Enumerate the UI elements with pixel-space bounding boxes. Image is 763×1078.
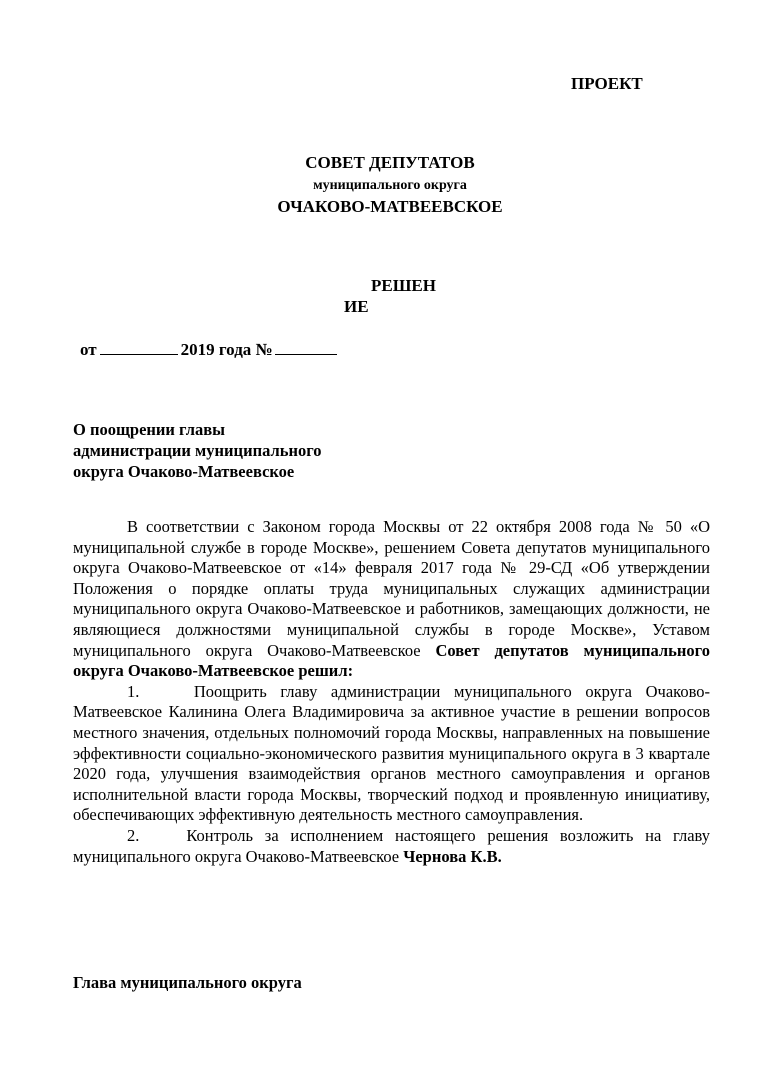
draft-stamp: ПРОЕКТ bbox=[571, 74, 643, 93]
organization-name: ОЧАКОВО-МАТВЕЕВСКОЕ bbox=[277, 197, 503, 216]
item-text: Поощрить главу администрации муниципального округа Очаково-Матвеевское Калинина Олега Владимировича за активное участие в решении вопросов местного значения, отдельных полномочий города Москвы, направленных на повышение эффективности социально-экономического развития муниципального округа в 3 квартале 2020 года, улучшения взаимодействия органов местного самоуправления и органов исполнительной власти города Москвы, творческий подход и проявленную инициативу, обеспечивающих эффективную деятельность местного самоуправления. bbox=[73, 681, 710, 825]
item-number: 1. bbox=[127, 681, 140, 701]
decision-phrase: Совет депутатов муниципального округа Очаково-Матвеевское решил: bbox=[73, 640, 710, 681]
date-middle: 2019 года № bbox=[180, 340, 273, 359]
date-line bbox=[80, 340, 337, 360]
signature-title: Глава муниципального округа bbox=[73, 973, 302, 992]
item-text: Контроль за исполнением настоящего решения возложить на главу муниципального округа Очаково-Матвеевское bbox=[73, 825, 710, 866]
organization-title: СОВЕТ ДЕПУТАТОВ bbox=[305, 153, 475, 172]
document-type-part1: РЕШЕН bbox=[371, 276, 436, 295]
preamble-paragraph bbox=[73, 517, 710, 682]
date-blank bbox=[100, 340, 178, 355]
subject-line: администрации муниципального bbox=[73, 441, 322, 460]
document-body bbox=[73, 517, 710, 867]
subject-block bbox=[73, 419, 393, 482]
organization-subtitle: муниципального округа bbox=[313, 178, 467, 193]
list-item bbox=[73, 682, 710, 826]
subject-line: О поощрении главы bbox=[73, 420, 225, 439]
item-number: 2. bbox=[127, 825, 140, 845]
subject-line: округа Очаково-Матвеевское bbox=[73, 462, 295, 481]
number-blank bbox=[275, 340, 337, 355]
item-bold-tail: Чернова К.В. bbox=[403, 846, 502, 866]
document-type-part2: ИЕ bbox=[344, 297, 369, 316]
date-prefix: от bbox=[80, 340, 97, 359]
preamble-text: В соответствии с Законом города Москвы от 22 октября 2008 года № 50 «О муниципальной службе в городе Москве», решением Совета депутатов муниципального округа Очаково-Матвеевское от «14» февраля 2017 года № 29-СД «Об утверждении Положения о порядке оплаты труда муниципальных служащих администрации муниципального округа Очаково-Матвеевское и работников, замещающих должности, не являющиеся должностями муниципальной службы в городе Москве», Уставом муниципального округа Очаково-Матвеевское bbox=[73, 517, 710, 660]
list-item bbox=[73, 826, 710, 867]
